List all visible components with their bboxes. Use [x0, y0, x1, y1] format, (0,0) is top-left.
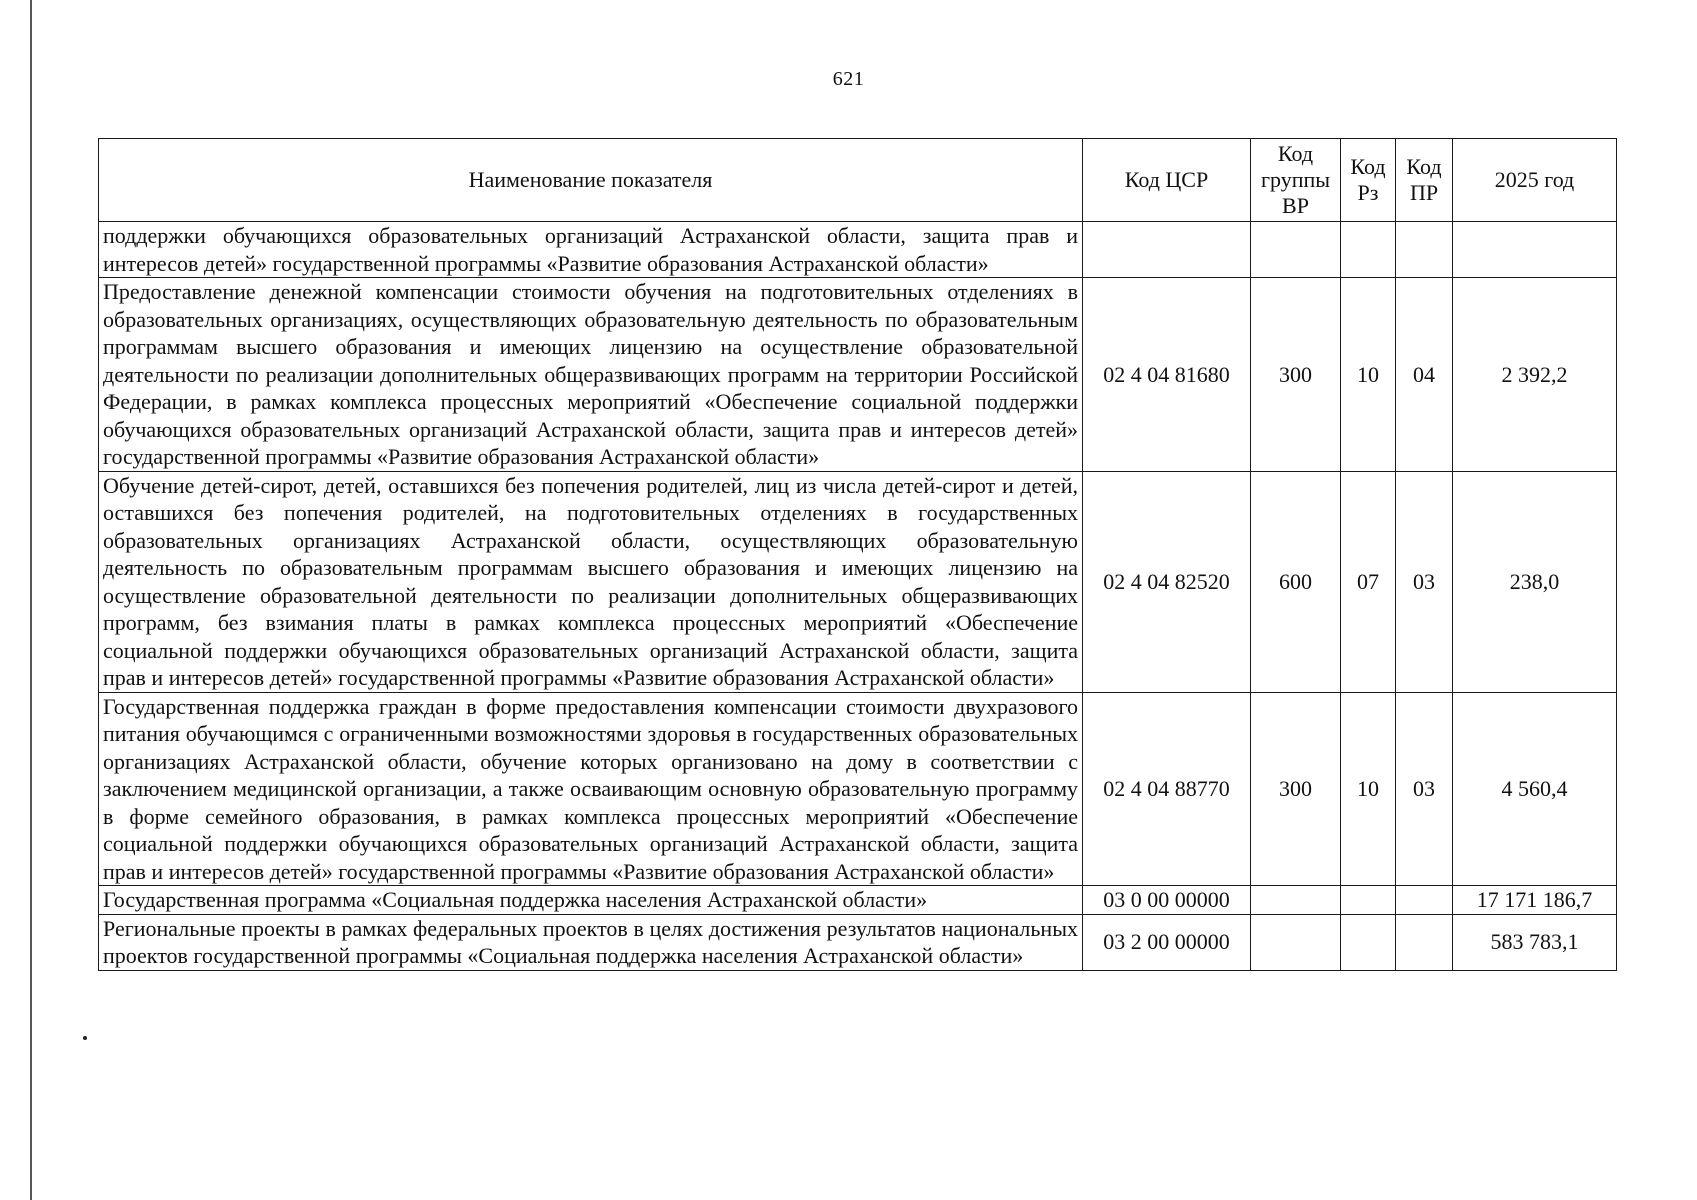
- row-name: Предоставление денежной компенсации стоимости обучения на подготовительных отделениях в образовательных организациях, осуществляющих образовательную деятельность по образовательным программам высшего образования и имеющих лицензию на осуществление образовательной деятельности по реализации дополнительных общеразвивающих программ на территории Российской Федерации, в рамках комплекса процессных мероприятий «Обеспечение социальной поддержки обучающихся образовательных организаций Астраханской области, защита прав и интересов детей» государственной программы «Развитие образования Астраханской области»: [99, 278, 1083, 472]
- row-csr: 02 4 04 88770: [1083, 692, 1251, 886]
- row-pr: 03: [1396, 692, 1453, 886]
- header-rz: Код Рз: [1341, 139, 1396, 222]
- table-row: [99, 914, 1617, 970]
- row-rz: [1341, 914, 1396, 970]
- row-name: Государственная программа «Социальная поддержка населения Астраханской области»: [99, 886, 1083, 915]
- header-year: 2025 год: [1453, 139, 1617, 222]
- row-vr: [1251, 222, 1341, 278]
- table-row: [99, 471, 1617, 692]
- row-rz: [1341, 222, 1396, 278]
- budget-table: [98, 138, 1617, 971]
- row-pr: 03: [1396, 471, 1453, 692]
- row-pr: 04: [1396, 278, 1453, 472]
- row-rz: 10: [1341, 278, 1396, 472]
- table-row: [99, 222, 1617, 278]
- row-csr: 03 0 00 00000: [1083, 886, 1251, 915]
- row-pr: [1396, 886, 1453, 915]
- header-pr: Код ПР: [1396, 139, 1453, 222]
- row-amount: 238,0: [1453, 471, 1617, 692]
- row-vr: 300: [1251, 692, 1341, 886]
- row-rz: 10: [1341, 692, 1396, 886]
- row-vr: 600: [1251, 471, 1341, 692]
- row-vr: 300: [1251, 278, 1341, 472]
- margin-mark: [83, 1036, 87, 1040]
- table-body: [99, 222, 1617, 971]
- header-csr: Код ЦСР: [1083, 139, 1251, 222]
- row-rz: [1341, 886, 1396, 915]
- row-name: Государственная поддержка граждан в форме предоставления компенсации стоимости двухразового питания обучающимся с ограниченными возможностями здоровья в государственных образовательных организациях Астраханской области, обучение которых организовано на дому в соответствии с заключением медицинской организации, а также осваивающим основную образовательную программу в форме семейного образования, в рамках комплекса процессных мероприятий «Обеспечение социальной поддержки обучающихся образовательных организаций Астраханской области, защита прав и интересов детей» государственной программы «Развитие образования Астраханской области»: [99, 692, 1083, 886]
- binding-edge-line: [30, 0, 32, 1200]
- row-name: Региональные проекты в рамках федеральных проектов в целях достижения результатов национальных проектов государственной программы «Социальная поддержка населения Астраханской области»: [99, 914, 1083, 970]
- row-csr: 02 4 04 82520: [1083, 471, 1251, 692]
- row-amount: 2 392,2: [1453, 278, 1617, 472]
- table-row: [99, 886, 1617, 915]
- table-header: [99, 139, 1617, 222]
- row-csr: [1083, 222, 1251, 278]
- row-vr: [1251, 886, 1341, 915]
- row-csr: 03 2 00 00000: [1083, 914, 1251, 970]
- table-row: [99, 278, 1617, 472]
- row-amount: 17 171 186,7: [1453, 886, 1617, 915]
- row-pr: [1396, 222, 1453, 278]
- row-rz: 07: [1341, 471, 1396, 692]
- header-vr: Код группы ВР: [1251, 139, 1341, 222]
- row-name: Обучение детей-сирот, детей, оставшихся без попечения родителей, лиц из числа детей-сирот и детей, оставшихся без попечения родителей, на подготовительных отделениях в государственных образовательных организациях Астраханской области, осуществляющих образовательную деятельность по образовательным программам высшего образования и имеющих лицензию на осуществление образовательной деятельности по реализации дополнительных общеразвивающих программ, без взимания платы в рамках комплекса процессных мероприятий «Обеспечение социальной поддержки обучающихся образовательных организаций Астраханской области, защита прав и интересов детей» государственной программы «Развитие образования Астраханской области»: [99, 471, 1083, 692]
- header-name: Наименование показателя: [99, 139, 1083, 222]
- row-pr: [1396, 914, 1453, 970]
- page-number: 621: [832, 68, 865, 90]
- row-amount: [1453, 222, 1617, 278]
- row-amount: 4 560,4: [1453, 692, 1617, 886]
- table-row: [99, 692, 1617, 886]
- row-vr: [1251, 914, 1341, 970]
- row-name: поддержки обучающихся образовательных организаций Астраханской области, защита прав и интересов детей» государственной программы «Развитие образования Астраханской области»: [99, 222, 1083, 278]
- row-amount: 583 783,1: [1453, 914, 1617, 970]
- header-row: [99, 139, 1617, 222]
- row-csr: 02 4 04 81680: [1083, 278, 1251, 472]
